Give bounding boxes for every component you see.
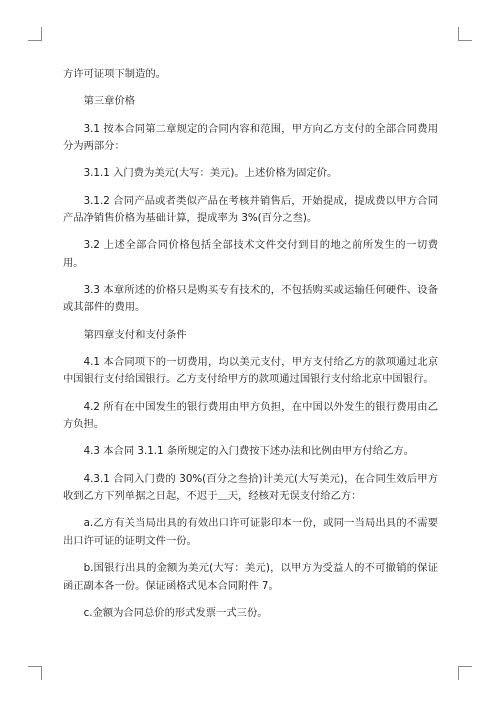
item-a: a.乙方有关当局出具的有效出口许可证影印本一份，或同一当局出具的不需要出口许可证的证明文件一份。 bbox=[63, 517, 438, 547]
crop-mark-bottom-right bbox=[458, 666, 472, 680]
item-b: b.国银行出具的金额为美元(大写：美元)，以甲方为受益人的不可撤销的保证函正副本各一份。保证函格式见本合同附件 7。 bbox=[63, 562, 438, 592]
clause-4-2: 4.2 所有在中国发生的银行费用由甲方负担，在中国以外发生的银行费用由乙方负担。 bbox=[63, 400, 438, 431]
item-c: c.金额为合同总价的形式发票一式三份。 bbox=[83, 606, 268, 619]
clause-3-2: 3.2 上述全部合同价格包括全部技术文件交付到目的地之前所发生的一切费用。 bbox=[63, 239, 438, 269]
clause-4-3-1: 4.3.1 合同入门费的 30%(百分之叁拾)计美元(大写美元)，在合同生效后甲方收到乙方下列单据之日起，不迟于＿天，经核对无误支付给乙方： bbox=[63, 472, 438, 503]
document-body bbox=[63, 66, 438, 632]
clause-3-1: 3.1 按本合同第二章规定的合同内容和范围，甲方向乙方支付的全部合同费用分为两部分： bbox=[63, 122, 438, 152]
chapter-four-heading: 第四章支付和支付条件 bbox=[83, 328, 187, 341]
crop-mark-bottom-left bbox=[28, 666, 42, 680]
crop-mark-top-left bbox=[28, 27, 42, 41]
crop-mark-top-right bbox=[458, 27, 472, 41]
clause-4-1: 4.1 本合同项下的一切费用，均以美元支付，甲方支付给乙方的款项通过北京中国银行支付给国银行。乙方支付给甲方的款项通过国银行支付给北京中国银行。 bbox=[63, 356, 438, 386]
chapter-three-heading: 第三章价格 bbox=[83, 95, 136, 108]
paragraph-continuation: 方许可证项下制造的。 bbox=[63, 68, 166, 80]
clause-3-1-2: 3.1.2 合同产品或者类似产品在考核并销售后，开始提成，提成费以甲方合同产品净销售价格为基础计算，提成率为 3%(百分之叁)。 bbox=[63, 194, 438, 224]
clause-4-3: 4.3 本合同 3.1.1 条所规定的入门费按下述办法和比例由甲方付给乙方。 bbox=[83, 445, 415, 458]
clause-3-3: 3.3 本章所述的价格只是购买专有技术的，不包括购买或运输任何硬件、设备或其部件的费用。 bbox=[63, 284, 438, 314]
clause-3-1-1: 3.1.1 入门费为美元(大写：美元)。上述价格为固定价。 bbox=[83, 167, 338, 180]
